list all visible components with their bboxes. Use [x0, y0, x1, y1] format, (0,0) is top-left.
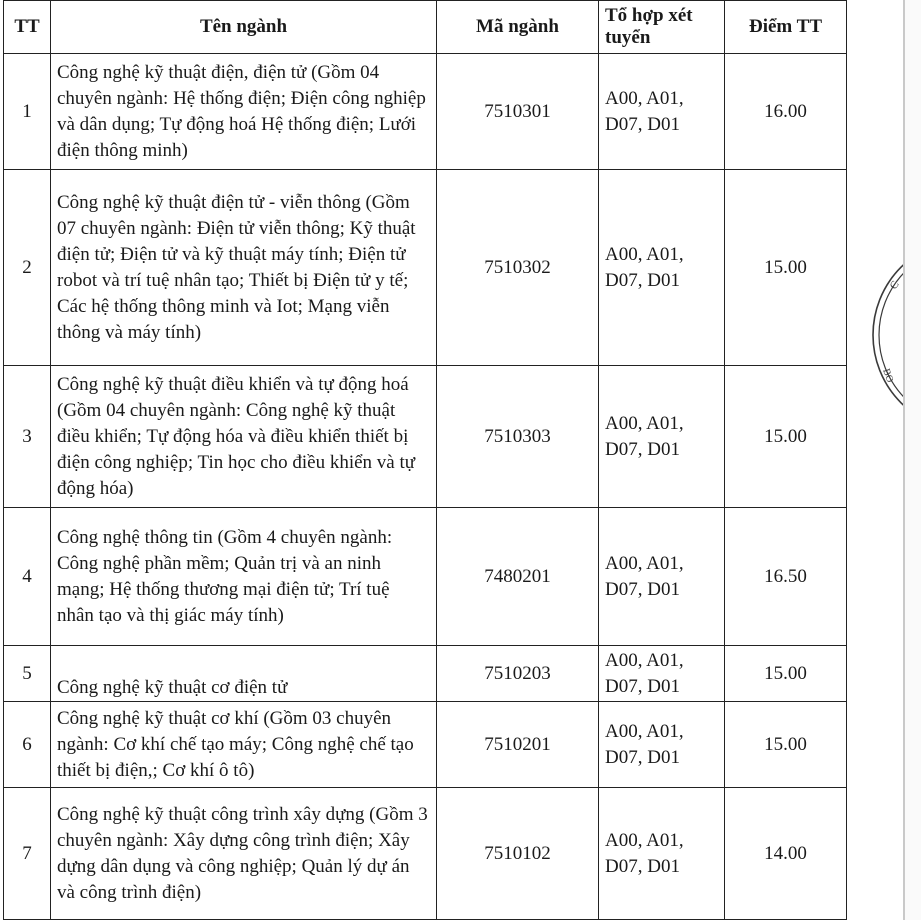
header-ten-nganh: Tên ngành [51, 1, 437, 54]
row-ma-nganh: 7510301 [437, 54, 599, 170]
table-row [4, 366, 847, 508]
row-to-hop [599, 170, 725, 366]
table-row [4, 508, 847, 646]
row-ma-nganh: 7510203 [437, 646, 599, 702]
row-to-hop [599, 788, 725, 920]
row-to-hop-line2: D07, D01 [605, 578, 680, 600]
row-tt: 5 [4, 646, 51, 702]
table-row [4, 702, 847, 788]
row-ten-nganh: Công nghệ kỹ thuật cơ điện tử [51, 646, 437, 702]
row-ten-nganh: Công nghệ thông tin (Gồm 4 chuyên ngành: Công nghệ phần mềm; Quản trị và an ninh mạng; Hệ thống thương mại điện tử; Trí tuệ nhân tạo và thị giác máy tính) [51, 508, 437, 646]
row-ten-nganh: Công nghệ kỹ thuật điều khiển và tự động hoá (Gồm 04 chuyên ngành: Công nghệ kỹ thuật điều khiển; Tự động hóa và điều khiển thiết bị điện công nghiệp; Tin học cho điều khiển và tự động hóa) [51, 366, 437, 508]
row-to-hop-line1: A00, A01, [605, 829, 684, 851]
header-tt: TT [4, 1, 51, 54]
row-diem: 15.00 [725, 170, 847, 366]
row-to-hop-line2: D07, D01 [605, 113, 680, 135]
row-ma-nganh: 7510303 [437, 366, 599, 508]
row-tt: 3 [4, 366, 51, 508]
row-ma-nganh: 7510201 [437, 702, 599, 788]
row-to-hop-line2: D07, D01 [605, 855, 680, 877]
row-to-hop-line2: D07, D01 [605, 675, 680, 697]
row-to-hop-line1: A00, A01, [605, 243, 684, 265]
row-ten-nganh: Công nghệ kỹ thuật cơ khí (Gồm 03 chuyên ngành: Cơ khí chế tạo máy; Công nghệ chế tạo thiết bị điện,; Cơ khí ô tô) [51, 702, 437, 788]
row-diem: 16.50 [725, 508, 847, 646]
header-to-hop-line1: Tổ hợp xét [605, 5, 693, 26]
row-diem: 15.00 [725, 366, 847, 508]
row-tt: 1 [4, 54, 51, 170]
header-to-hop-line2: tuyển [605, 27, 651, 48]
row-tt: 4 [4, 508, 51, 646]
header-to-hop [599, 1, 725, 54]
svg-text:BO: BO [880, 367, 896, 385]
row-ten-nganh: Công nghệ kỹ thuật công trình xây dựng (Gồm 3 chuyên ngành: Xây dựng công trình điện; Xây dựng dân dụng và công nghiệp; Quản lý dự án và công trình điện) [51, 788, 437, 920]
row-tt: 7 [4, 788, 51, 920]
row-ma-nganh: 7480201 [437, 508, 599, 646]
row-to-hop [599, 366, 725, 508]
row-diem: 15.00 [725, 702, 847, 788]
row-diem: 15.00 [725, 646, 847, 702]
row-to-hop-line1: A00, A01, [605, 412, 684, 434]
row-to-hop [599, 702, 725, 788]
row-ten-nganh: Công nghệ kỹ thuật điện tử - viễn thông (Gồm 07 chuyên ngành: Điện tử viễn thông; Kỹ thuật điện tử; Điện tử và kỹ thuật máy tính; Điện tử robot và trí tuệ nhân tạo; Thiết bị Điện tử y tế; Các hệ thống thông minh và Iot; Mạng viễn thông và máy tính) [51, 170, 437, 366]
table-row [4, 646, 847, 702]
row-ma-nganh: 7510102 [437, 788, 599, 920]
table-row [4, 788, 847, 920]
admission-score-table [3, 0, 847, 920]
row-ten-nganh: Công nghệ kỹ thuật điện, điện tử (Gồm 04 chuyên ngành: Hệ thống điện; Điện công nghiệp và dân dụng; Tự động hoá Hệ thống điện; Lưới điện thông minh) [51, 54, 437, 170]
row-to-hop-line1: A00, A01, [605, 87, 684, 109]
table-row [4, 170, 847, 366]
row-ma-nganh: 7510302 [437, 170, 599, 366]
row-to-hop [599, 54, 725, 170]
row-tt: 2 [4, 170, 51, 366]
page-edge [903, 0, 921, 920]
row-to-hop-line2: D07, D01 [605, 746, 680, 768]
svg-text:C: C [887, 278, 902, 292]
table-row [4, 54, 847, 170]
table-header-row [4, 1, 847, 54]
header-diem-tt: Điểm TT [725, 1, 847, 54]
row-tt: 6 [4, 702, 51, 788]
row-diem: 16.00 [725, 54, 847, 170]
row-to-hop [599, 646, 725, 702]
row-to-hop-line2: D07, D01 [605, 269, 680, 291]
row-to-hop-line1: A00, A01, [605, 649, 684, 671]
header-ma-nganh: Mã ngành [437, 1, 599, 54]
row-to-hop-line2: D07, D01 [605, 438, 680, 460]
row-to-hop-line1: A00, A01, [605, 552, 684, 574]
row-diem: 14.00 [725, 788, 847, 920]
row-to-hop [599, 508, 725, 646]
row-to-hop-line1: A00, A01, [605, 720, 684, 742]
